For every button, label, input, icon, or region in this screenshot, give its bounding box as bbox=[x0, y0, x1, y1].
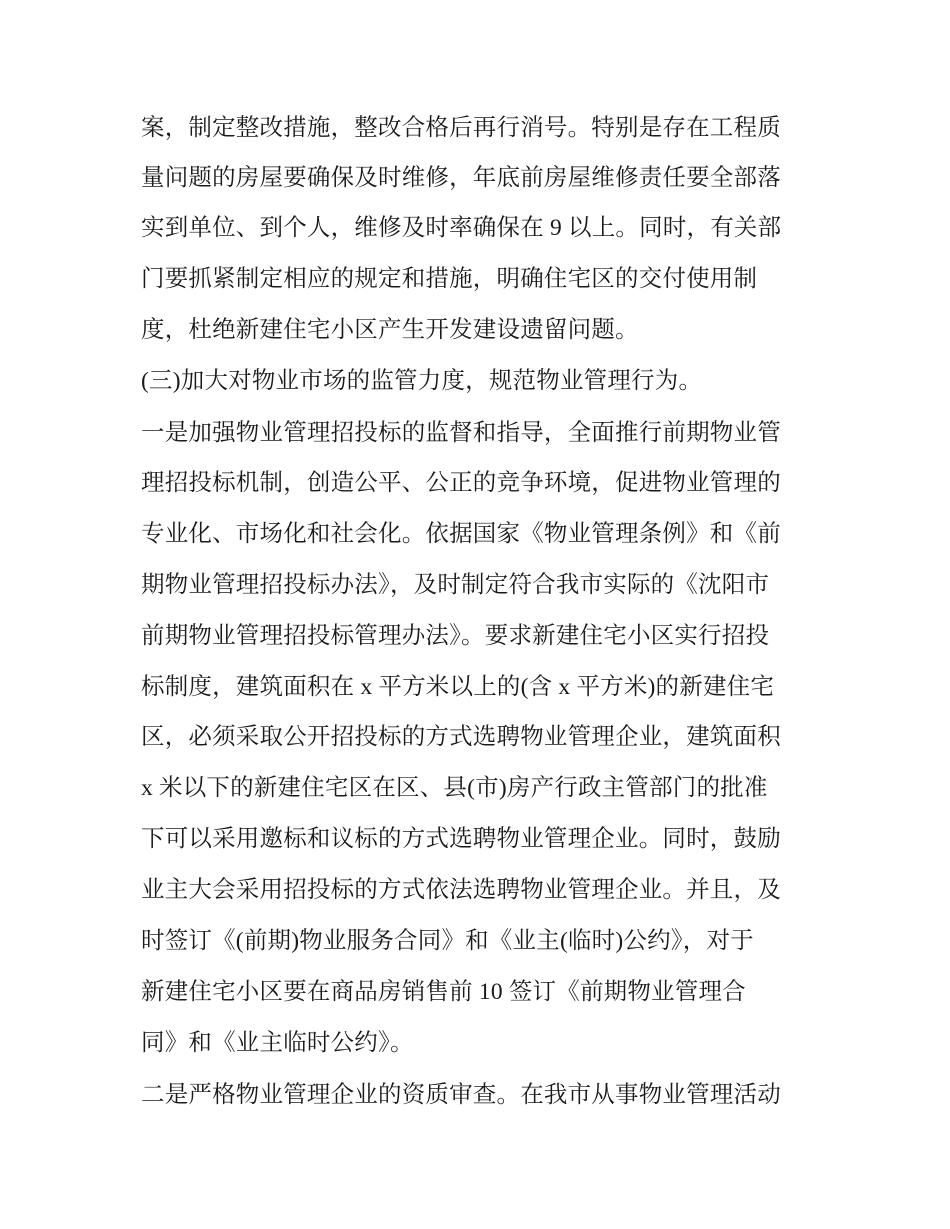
paragraph-line: 新建住宅小区要在商品房销售前 10 签订《前期物业管理合 bbox=[141, 979, 746, 1005]
paragraph-line: x 米以下的新建住宅区在区、县(市)房产行政主管部门的批准 bbox=[141, 775, 768, 801]
paragraph-line: 一是加强物业管理招投标的监督和指导，全面推行前期物业管 bbox=[141, 420, 781, 446]
paragraph-line: 案，制定整改措施，整改合格后再行消号。特别是存在工程质 bbox=[141, 115, 781, 141]
paragraph-line: 业主大会采用招投标的方式依法选聘物业管理企业。并且，及 bbox=[141, 877, 781, 903]
paragraph-line: 度，杜绝新建住宅小区产生开发建设遗留问题。 bbox=[141, 317, 639, 343]
paragraph-line: 量问题的房屋要确保及时维修，年底前房屋维修责任要全部落 bbox=[141, 165, 781, 191]
paragraph-line: 区，必须采取公开招投标的方式选聘物业管理企业，建筑面积 bbox=[141, 724, 781, 750]
paragraph-line: 门要抓紧制定相应的规定和措施，明确住宅区的交付使用制 bbox=[141, 266, 758, 292]
paragraph-line: 前期物业管理招投标管理办法》。要求新建住宅小区实行招投 bbox=[141, 623, 770, 649]
paragraph-line: 下可以采用邀标和议标的方式选聘物业管理企业。同时，鼓励 bbox=[141, 826, 781, 852]
paragraph-line: 时签订《(前期)物业服务合同》和《业主(临时)公约》，对于 bbox=[141, 928, 754, 954]
paragraph-line: 理招投标机制，创造公平、公正的竞争环境，促进物业管理的 bbox=[141, 470, 781, 496]
paragraph-line: 标制度，建筑面积在 x 平方米以上的(含 x 平方米)的新建住宅 bbox=[141, 674, 775, 700]
paragraph-line: 期物业管理招投标办法》，及时制定符合我市实际的《沈阳市 bbox=[141, 572, 770, 598]
section-heading: (三)加大对物业市场的监管力度，规范物业管理行为。 bbox=[141, 368, 703, 394]
paragraph-line: 二是严格物业管理企业的资质审查。在我市从事物业管理活动 bbox=[141, 1082, 781, 1108]
paragraph-line: 同》和《业主临时公约》。 bbox=[141, 1030, 414, 1056]
paragraph-line: 实到单位、到个人，维修及时率确保在 9 以上。同时，有关部 bbox=[141, 215, 782, 241]
paragraph-line: 专业化、市场化和社会化。依据国家《物业管理条例》和《前 bbox=[141, 521, 781, 547]
